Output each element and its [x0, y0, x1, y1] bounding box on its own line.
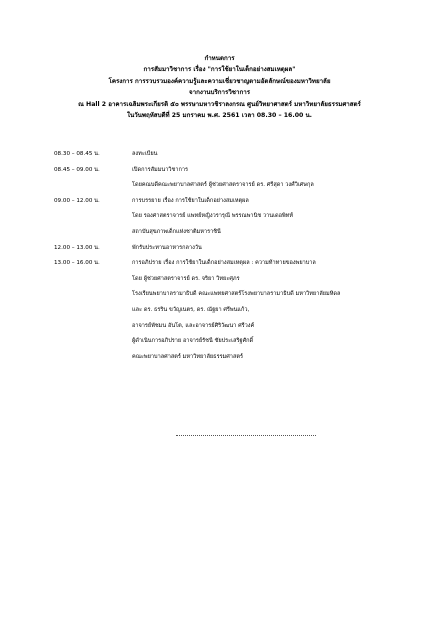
schedule-time: 09.00 – 12.00 น.: [54, 197, 100, 204]
schedule-activity: ผู้ดำเนินการอภิปราย อาจารย์รัชนี ชัยประเสริฐศักดิ์: [132, 338, 254, 345]
schedule-activity: โดยคณบดีคณะพยาบาลศาสตร์ ผู้ช่วยศาสตราจารย์ ดร. ศรีสุดา วงศ์วิเศษกุล: [132, 182, 314, 189]
schedule-activity: สถาบันสุขภาพเด็กแห่งชาติมหาราชินี: [132, 228, 221, 235]
agenda-header: [0, 53, 439, 121]
schedule-time: 12.00 – 13.00 น.: [54, 244, 100, 251]
schedule-row: [54, 321, 414, 332]
project-source: จากงานบริการวิชาการ: [188, 89, 251, 97]
schedule-row: [54, 165, 414, 176]
schedule-activity: การอภิปราย เรื่อง การใช้ยาในเด็กอย่างสมเหตุผล : ความท้าทายของพยาบาล: [132, 260, 316, 267]
schedule-row: [54, 149, 414, 160]
schedule-row: [54, 305, 414, 316]
schedule-row: [54, 258, 414, 269]
schedule-time: 13.00 – 16.00 น.: [54, 260, 100, 267]
schedule-time: 08.30 – 08.45 น.: [54, 151, 100, 157]
date-time: ในวันพฤหัสบดีที่ 25 มกราคม พ.ศ. 2561 เวลา 08.30 – 16.00 น.: [126, 112, 313, 120]
schedule-row: [54, 211, 414, 222]
schedule-activity: การบรรยาย เรื่อง การใช้ยาในเด็กอย่างสมเหตุผล: [132, 197, 249, 204]
schedule-activity: คณะพยาบาลศาสตร์ มหาวิทยาลัยธรรมศาสตร์: [132, 353, 244, 360]
schedule-activity: อาจารย์พัชมน อันโต, และอาจารย์ศิริวัฒนา ศรีวงค์: [132, 322, 255, 329]
schedule-time: 08.45 – 09.00 น.: [54, 166, 100, 173]
schedule-activity: โดย รองศาสตราจารย์ แพทย์หญิงวรารุณี พรรณพานิช วานเดอพิทท์: [132, 213, 294, 220]
schedule-row: [54, 227, 414, 238]
schedule-row: [54, 243, 414, 254]
schedule-activity: โดย ผู้ช่วยศาสตราจารย์ ดร. จริยา วิทยะศุภร: [132, 275, 240, 282]
schedule-activity: พักรับประทานอาหารกลางวัน: [132, 244, 202, 251]
schedule-row: [54, 180, 414, 191]
schedule-row: [54, 352, 414, 363]
dotted-divider: [176, 435, 316, 436]
schedule-row: [54, 196, 414, 207]
schedule-activity: ลงทะเบียน: [132, 151, 158, 157]
schedule-activity: โรงเรียนพยาบาลรามาธิบดี คณะแพทยศาสตร์โรงพยาบาลรามาธิบดี มหาวิทยาลัยมหิดล: [132, 291, 341, 298]
schedule-list: [54, 149, 414, 367]
schedule-row: [54, 289, 414, 300]
schedule-activity: เปิดการสัมมนาวิชาการ: [132, 166, 188, 173]
venue: ณ Hall 2 อาคารเฉลิมพระเกียรติ ๕๐ พรรษามหาวชิราลงกรณ ศูนย์วิทยาศาสตร์ มหาวิทยาลัยธรรมศาสตร์: [78, 100, 361, 108]
project-name: โครงการ การรวบรวมองค์ความรู้และความเชี่ยวชาญตามอัตลักษณ์ของมหาวิทยาลัย: [108, 77, 331, 85]
schedule-activity: และ ดร. ธรริน ขวัญเนตร, ดร. ณัฐยา ศรีพนแก้ว,: [132, 306, 250, 313]
schedule-row: [54, 336, 414, 347]
seminar-topic: การสัมมาวิชาการ เรื่อง "การใช้ยาในเด็กอย่างสมเหตุผล": [143, 66, 296, 74]
schedule-row: [54, 274, 414, 285]
agenda-title: กำหนดการ: [204, 55, 235, 62]
